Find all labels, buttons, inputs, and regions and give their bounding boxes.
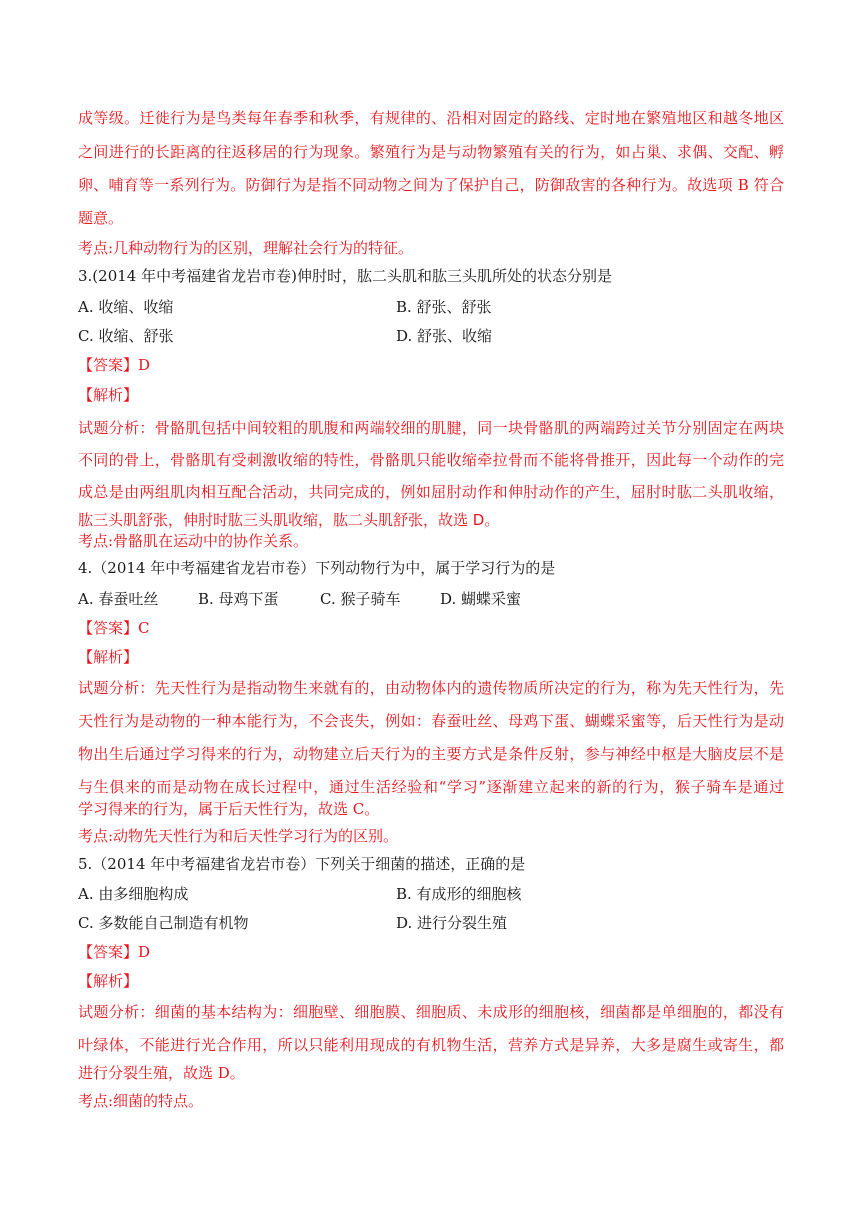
question-stem: 5.（2014 年中考福建省龙岩市卷）下列关于细菌的描述，正确的是 [78, 855, 526, 873]
answer-label: 【答案】 [78, 356, 139, 374]
question-stem: 4.（2014 年中考福建省龙岩市卷）下列动物行为中，属于学习行为的是 [78, 559, 556, 577]
option-a: A. 收缩、收缩 [78, 298, 174, 316]
option-b: B. 舒张、舒张 [396, 298, 492, 316]
option-d: D. 舒张、收缩 [396, 327, 493, 345]
analysis-line: 学习得来的行为，属于后天性行为，故选 C。 [78, 800, 380, 818]
option-a: A. 由多细胞构成 [78, 885, 189, 903]
options-row [78, 913, 784, 933]
option-d: D. 进行分裂生殖 [396, 914, 508, 932]
option-a: A. 春蚕吐丝 [78, 590, 159, 608]
analysis-line: 试题分析：骨骼肌包括中间较粗的肌腹和两端较细的肌腱，同一块骨骼肌的两端跨过关节分别固定在两块 [78, 419, 784, 437]
analysis-line: 成等级。迁徙行为是鸟类每年春季和秋季，有规律的、沿相对固定的路线、定时地在繁殖地区和越冬地区 [78, 109, 784, 127]
option-d: D. 蝴蝶采蜜 [440, 590, 522, 608]
answer-value: D [138, 356, 151, 374]
analysis-line: 试题分析：先天性行为是指动物生来就有的，由动物体内的遗传物质所决定的行为，称为先天性行为，先 [78, 679, 784, 697]
analysis-line: 天性行为是动物的一种本能行为，不会丧失，例如：春蚕吐丝、母鸡下蛋、蝴蝶采蜜等，后天性行为是动 [78, 712, 784, 730]
analysis-line: 试题分析：细菌的基本结构为：细胞壁、细胞膜、细胞质、未成形的细胞核，细菌都是单细胞的，都没有 [78, 1003, 784, 1021]
kaodian-line: 考点:动物先天性行为和后天性学习行为的区别。 [78, 827, 399, 845]
analysis-label: 【解析】 [78, 972, 139, 990]
analysis-line: 叶绿体，不能进行光合作用，所以只能利用现成的有机物生活，营养方式是异养，大多是腐生或寄生，都 [78, 1036, 784, 1054]
kaodian-line: 考点:骨骼肌在运动中的协作关系。 [78, 532, 309, 550]
analysis-line: 物出生后通过学习得来的行为，动物建立后天行为的主要方式是条件反射，参与神经中枢是大脑皮层不是 [78, 745, 784, 763]
option-c: C. 猴子骑车 [320, 590, 401, 608]
analysis-line: 卵、哺育等一系列行为。防御行为是指不同动物之间为了保护自己，防御敌害的各种行为。故选项 B 符合 [78, 176, 784, 194]
option-b: B. 母鸡下蛋 [198, 590, 279, 608]
answer-label: 【答案】 [78, 619, 139, 637]
kaodian-line: 考点:几种动物行为的区别，理解社会行为的特征。 [78, 239, 414, 257]
option-c: C. 多数能自己制造有机物 [78, 914, 249, 932]
answer-line [78, 618, 784, 638]
options-row [78, 326, 784, 346]
analysis-line: 肱三头肌舒张，伸肘时肱三头肌收缩，肱二头肌舒张，故选 D。 [78, 511, 500, 529]
analysis-line: 进行分裂生殖，故选 D。 [78, 1064, 245, 1082]
answer-label: 【答案】 [78, 943, 139, 961]
analysis-line: 成总是由两组肌肉相互配合活动，共同完成的，例如屈肘动作和伸肘动作的产生，屈肘时肱二头肌收缩， [78, 483, 784, 501]
answer-line [78, 355, 784, 375]
option-b: B. 有成形的细胞核 [396, 885, 522, 903]
analysis-line: 不同的骨上，骨骼肌有受刺激收缩的特性，骨骼肌只能收缩牵拉骨而不能将骨推开，因此每一个动作的完 [78, 451, 784, 469]
answer-line [78, 942, 784, 962]
question-stem: 3.(2014 年中考福建省龙岩市卷)伸肘时，肱二头肌和肱三头肌所处的状态分别是 [78, 267, 612, 285]
analysis-line: 题意。 [78, 209, 124, 227]
analysis-label: 【解析】 [78, 386, 139, 404]
options-row [78, 297, 784, 317]
answer-value: C [138, 619, 150, 637]
kaodian-line: 考点:细菌的特点。 [78, 1092, 204, 1110]
analysis-line: 之间进行的长距离的往返移居的行为现象。繁殖行为是与动物繁殖有关的行为，如占巢、求偶、交配、孵 [78, 143, 784, 161]
analysis-label: 【解析】 [78, 648, 139, 666]
options-row [78, 884, 784, 904]
analysis-line: 与生俱来的而是动物在成长过程中，通过生活经验和“学习”逐渐建立起来的新的行为，猴子骑车是通过 [78, 778, 784, 796]
answer-value: D [138, 943, 151, 961]
option-c: C. 收缩、舒张 [78, 327, 174, 345]
